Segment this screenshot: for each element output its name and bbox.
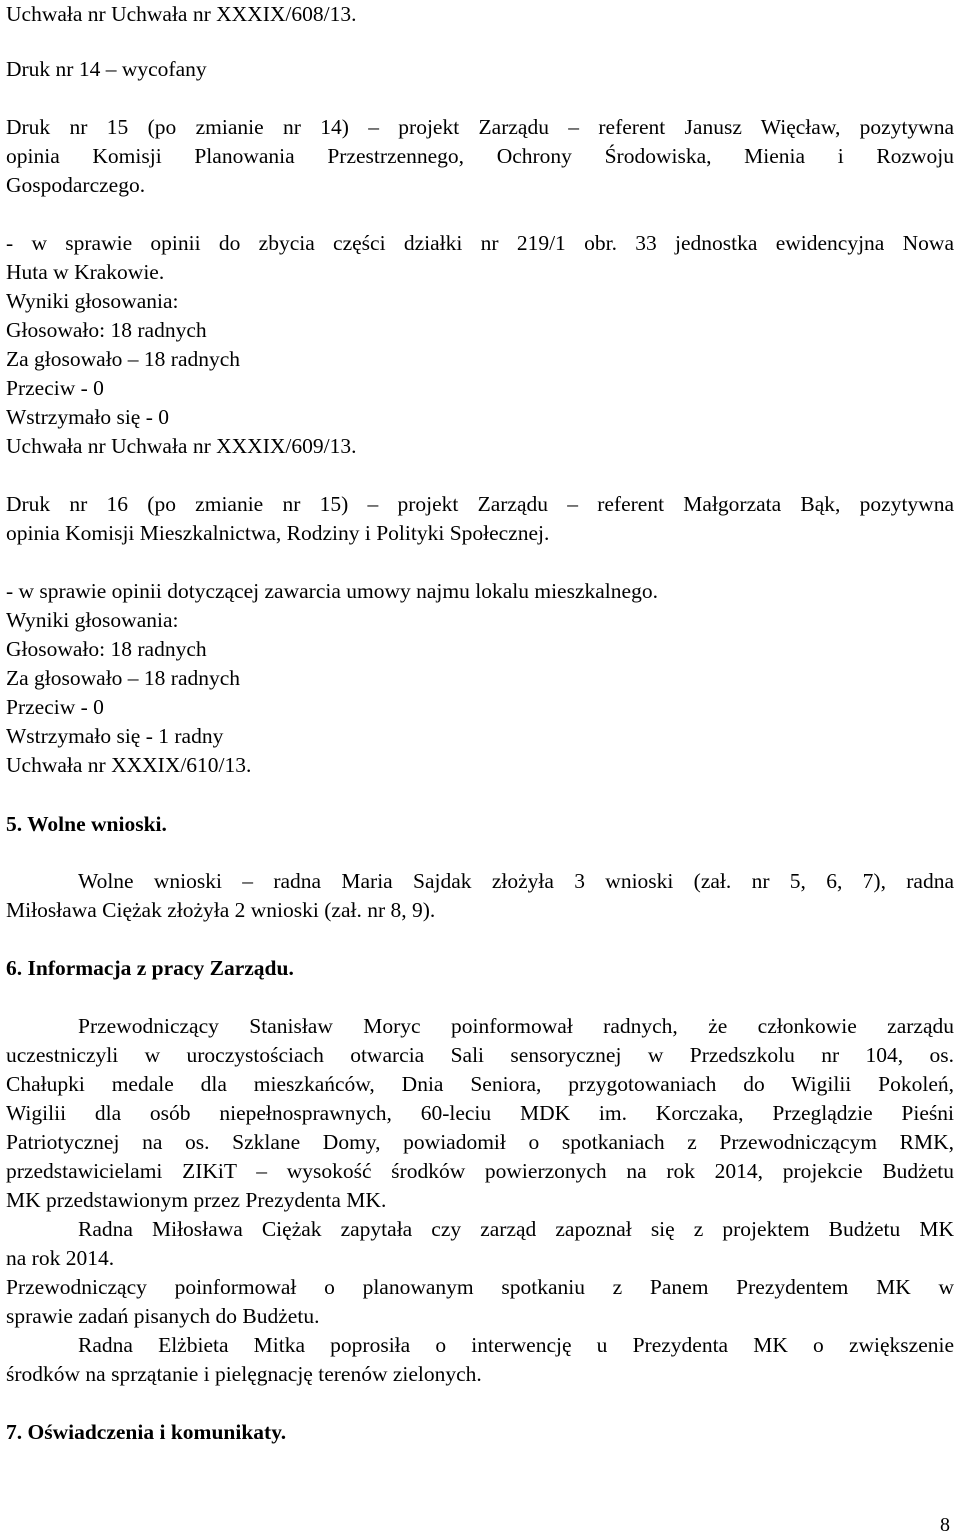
paragraph-line: przedstawicielami ZIKiT – wysokość środków powierzonych na rok 2014, projekcie Budżetu	[6, 1159, 954, 1183]
paragraph-line: Radna Elżbieta Mitka poprosiła o interwencję u Prezydenta MK o zwiększenie	[78, 1333, 954, 1357]
vote-heading: Wyniki głosowania:	[6, 608, 179, 632]
paragraph-line: na rok 2014.	[6, 1246, 115, 1270]
paragraph-line: Druk nr 15 (po zmianie nr 14) – projekt Zarządu – referent Janusz Więcław, pozytywna	[6, 115, 954, 139]
paragraph-line: MK przedstawionym przez Prezydenta MK.	[6, 1188, 387, 1212]
paragraph-line: opinia Komisji Planowania Przestrzennego, Ochrony Środowiska, Mienia i Rozwoju	[6, 144, 954, 168]
vote-line: Za głosowało – 18 radnych	[6, 347, 241, 371]
paragraph-line: Radna Miłosława Ciężak zapytała czy zarząd zapoznał się z projektem Budżetu MK	[78, 1217, 954, 1241]
paragraph-line: Druk nr 16 (po zmianie nr 15) – projekt Zarządu – referent Małgorzata Bąk, pozytywna	[6, 492, 954, 516]
paragraph-line: Gospodarczego.	[6, 173, 146, 197]
resolution-line: Uchwała nr Uchwała nr XXXIX/609/13.	[6, 434, 357, 458]
vote-line: Głosowało: 18 radnych	[6, 637, 207, 661]
paragraph-line: opinia Komisji Mieszkalnictwa, Rodziny i Polityki Społecznej.	[6, 521, 550, 545]
vote-line: Głosowało: 18 radnych	[6, 318, 207, 342]
vote-heading: Wyniki głosowania:	[6, 289, 179, 313]
paragraph-line: Wolne wnioski – radna Maria Sajdak złożyła 3 wnioski (zał. nr 5, 6, 7), radna	[78, 869, 954, 893]
paragraph-line: Wigilii dla osób niepełnosprawnych, 60-leciu MDK im. Korczaka, Przeglądzie Pieśni	[6, 1101, 954, 1125]
section-heading: 7. Oświadczenia i komunikaty.	[6, 1420, 287, 1444]
vote-line: Wstrzymało się - 0	[6, 405, 169, 429]
page-number: 8	[940, 1514, 950, 1536]
paragraph-line: Przewodniczący poinformował o planowanym spotkaniu z Panem Prezydentem MK w	[6, 1275, 954, 1299]
paragraph-line: Miłosława Ciężak złożyła 2 wnioski (zał. nr 8, 9).	[6, 898, 436, 922]
vote-line: Przeciw - 0	[6, 376, 104, 400]
paragraph-line: - w sprawie opinii dotyczącej zawarcia umowy najmu lokalu mieszkalnego.	[6, 579, 658, 603]
paragraph-line: - w sprawie opinii do zbycia części działki nr 219/1 obr. 33 jednostka ewidencyjna Nowa	[6, 231, 954, 255]
paragraph-line: środków na sprzątanie i pielęgnację terenów zielonych.	[6, 1362, 482, 1386]
resolution-line: Uchwała nr Uchwała nr XXXIX/608/13.	[6, 2, 357, 26]
section-heading: 5. Wolne wnioski.	[6, 812, 167, 836]
paragraph-line: Huta w Krakowie.	[6, 260, 165, 284]
section-heading: 6. Informacja z pracy Zarządu.	[6, 956, 294, 980]
paragraph-line: sprawie zadań pisanych do Budżetu.	[6, 1304, 320, 1328]
resolution-line: Uchwała nr XXXIX/610/13.	[6, 753, 252, 777]
paragraph-line: uczestniczyli w uroczystościach otwarcia Sali sensorycznej w Przedszkolu nr 104, os.	[6, 1043, 954, 1067]
item-line: Druk nr 14 – wycofany	[6, 57, 207, 81]
paragraph-line: Patriotycznej na os. Szklane Domy, powiadomił o spotkaniach z Przewodniczącym RMK,	[6, 1130, 954, 1154]
paragraph-line: Przewodniczący Stanisław Moryc poinformował radnych, że członkowie zarządu	[78, 1014, 954, 1038]
vote-line: Za głosowało – 18 radnych	[6, 666, 241, 690]
paragraph-line: Chałupki medale dla mieszkańców, Dnia Seniora, przygotowaniach do Wigilii Pokoleń,	[6, 1072, 954, 1096]
vote-line: Przeciw - 0	[6, 695, 104, 719]
vote-line: Wstrzymało się - 1 radny	[6, 724, 224, 748]
